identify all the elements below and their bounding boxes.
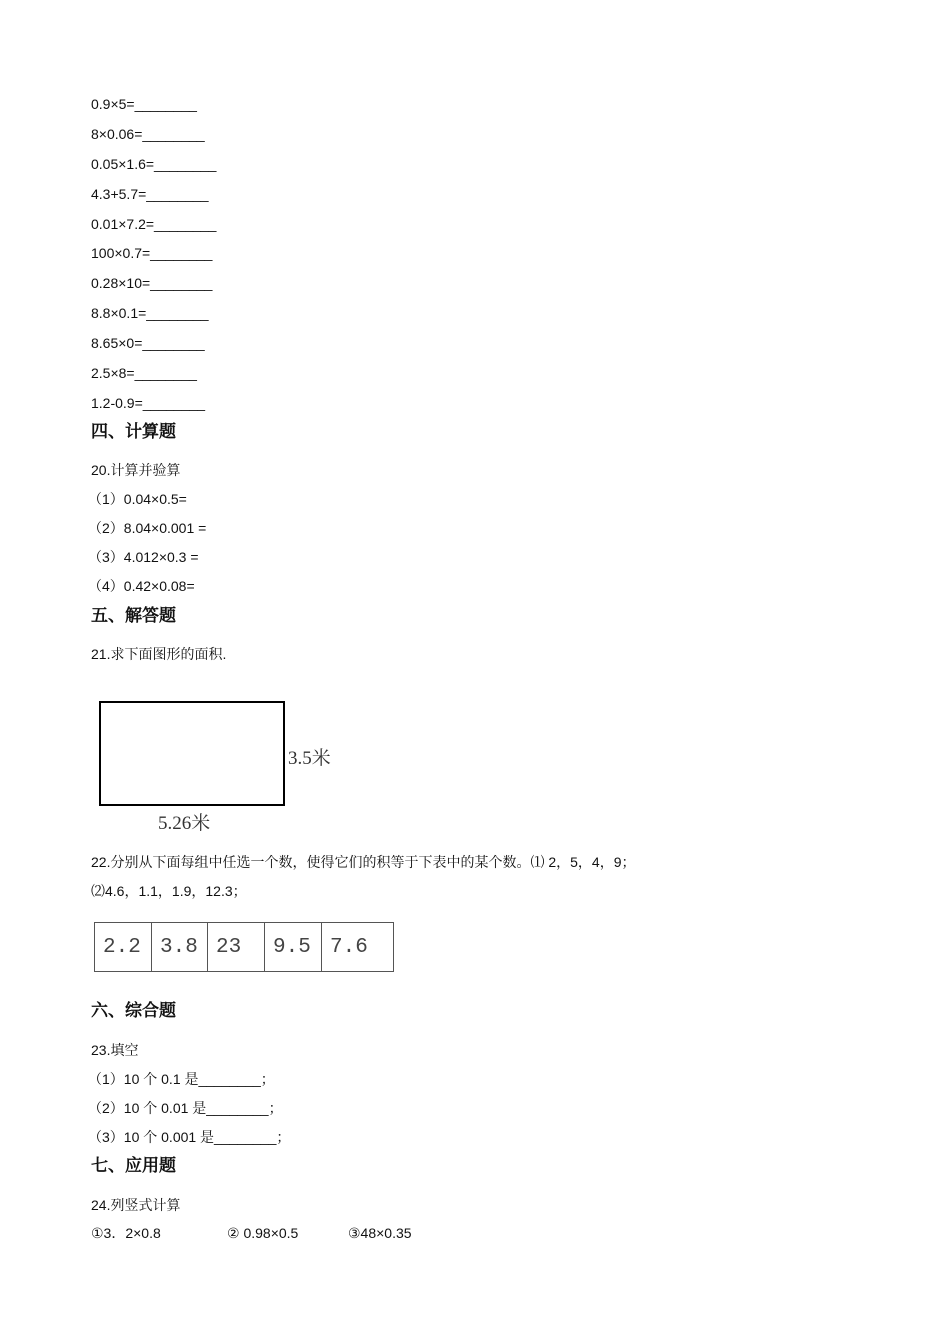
sub-item: （2）10 个 0.01 是________； xyxy=(88,1100,283,1116)
section-heading: 五、解答题 xyxy=(91,606,176,626)
oral-item: 0.28×10=________ xyxy=(91,275,213,291)
sub-item: （3）10 个 0.001 是________； xyxy=(88,1129,291,1145)
oral-item: 0.05×1.6=________ xyxy=(91,156,217,172)
section-heading: 七、应用题 xyxy=(91,1156,176,1176)
question-22: 22.分别从下面每组中任选一个数，使得它们的积等于下表中的某个数。⑴ 2，5，4，9； xyxy=(91,854,636,870)
question-22-group2: ⑵4.6，1.1，1.9，12.3； xyxy=(91,883,247,899)
oral-item: 8.65×0=________ xyxy=(91,335,205,351)
table-cell: 7.6 xyxy=(322,923,394,972)
table-cell: 23 xyxy=(208,923,265,972)
sub-item: （3）4.012×0.3 = xyxy=(88,549,199,565)
sub-item: ③48×0.35 xyxy=(348,1225,412,1241)
sub-item: （2）8.04×0.001 = xyxy=(88,520,207,536)
table-cell: 3.8 xyxy=(152,923,208,972)
width-label: 5.26米 xyxy=(158,813,211,834)
question-20: 20.计算并验算 xyxy=(91,462,181,478)
sub-item: ①3．2×0.8 xyxy=(91,1225,161,1241)
question-23: 23.填空 xyxy=(91,1042,139,1058)
oral-item: 8×0.06=________ xyxy=(91,126,205,142)
table-cell: 2.2 xyxy=(95,923,152,972)
oral-item: 1.2-0.9=________ xyxy=(91,395,206,411)
question-24: 24.列竖式计算 xyxy=(91,1197,181,1213)
oral-item: 0.01×7.2=________ xyxy=(91,216,217,232)
table-cell: 9.5 xyxy=(265,923,322,972)
oral-item: 8.8×0.1=________ xyxy=(91,305,209,321)
oral-item: 2.5×8=________ xyxy=(91,365,197,381)
height-label: 3.5米 xyxy=(288,748,331,769)
oral-item: 4.3+5.7=________ xyxy=(91,186,209,202)
section-heading: 六、综合题 xyxy=(91,1001,176,1021)
product-table xyxy=(94,922,394,972)
sub-item: （1）10 个 0.1 是________； xyxy=(88,1071,275,1087)
rectangle-figure xyxy=(99,701,285,806)
oral-item: 100×0.7=________ xyxy=(91,245,213,261)
sub-item: （4）0.42×0.08= xyxy=(88,578,195,594)
section-heading: 四、计算题 xyxy=(91,422,176,442)
sub-item: ② 0.98×0.5 xyxy=(227,1225,299,1241)
question-21: 21.求下面图形的面积. xyxy=(91,646,227,662)
sub-item: （1）0.04×0.5= xyxy=(88,491,187,507)
oral-item: 0.9×5=________ xyxy=(91,96,197,112)
